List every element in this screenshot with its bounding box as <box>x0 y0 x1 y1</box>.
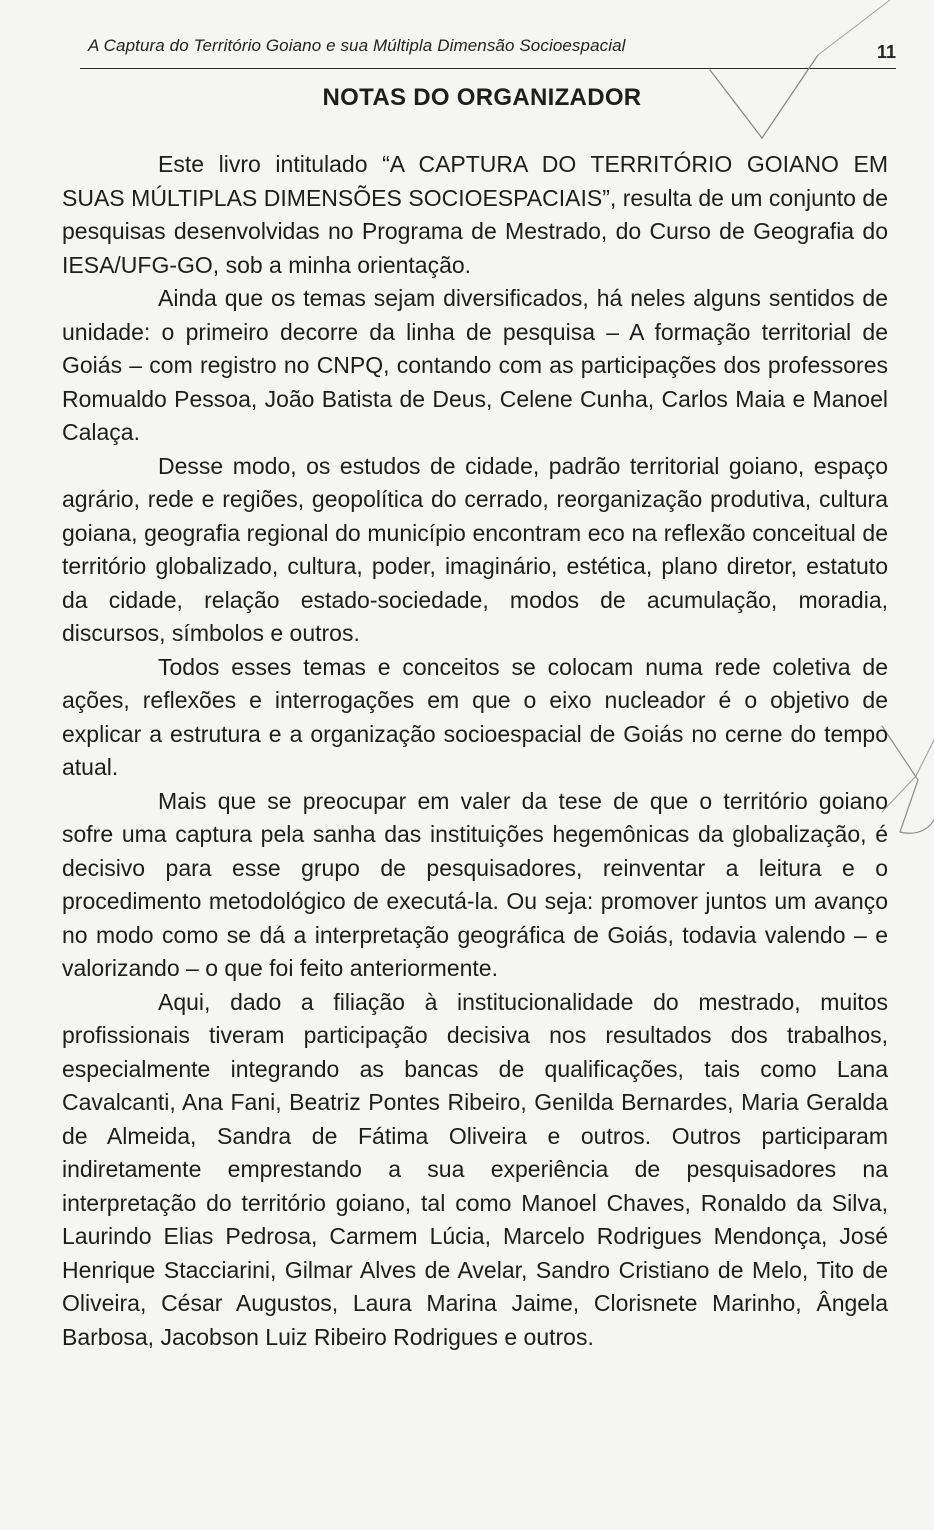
running-title: A Captura do Território Goiano e sua Múltipla Dimensão Socioespacial <box>88 36 626 55</box>
paragraph: Mais que se preocupar em valer da tese de que o território goiano sofre uma captura pela sanha das instituições hegemônicas da globalização, é decisivo para esse grupo de pesquisadores, reinventar a leitura e o procedimento metodológico de executá-la. Ou seja: promover juntos um avanço no modo como se dá a interpretação geográfica de Goiás, todavia valendo – e valorizando – o que foi feito anteriormente. <box>62 787 888 981</box>
body-text <box>62 148 888 1354</box>
pencil-check-mark <box>700 0 934 160</box>
running-header <box>80 36 896 69</box>
page-number: 11 <box>876 42 896 62</box>
section-title: NOTAS DO ORGANIZADOR <box>322 84 642 111</box>
paragraph: Aqui, dado a filiação à institucionalidade do mestrado, muitos profissionais tiveram participação decisiva nos resultados dos trabalhos, especialmente integrando as bancas de qualificações, tais como Lana Cavalcanti, Ana Fani, Beatriz Pontes Ribeiro, Genilda Bernardes, Maria Geralda de Almeida, Sandra de Fátima Oliveira e outros. Outros participaram indiretamente emprestando a sua experiência de pesquisadores na interpretação do território goiano, tal como Manoel Chaves, Ronaldo da Silva, Laurindo Elias Pedrosa, Carmem Lúcia, Marcelo Rodrigues Mendonça, José Henrique Stacciarini, Gilmar Alves de Avelar, Sandro Cristiano de Melo, Tito de Oliveira, César Augustos, Laura Marina Jaime, Clorisnete Marinho, Ângela Barbosa, Jacobson Luiz Ribeiro Rodrigues e outros. <box>62 988 888 1350</box>
paragraph: Ainda que os temas sejam diversificados, há neles alguns sentidos de unidade: o primeiro decorre da linha de pesquisa – A formação territorial de Goiás – com registro no CNPQ, contando com as participações dos professores Romualdo Pessoa, João Batista de Deus, Celene Cunha, Carlos Maia e Manoel Calaça. <box>62 285 888 445</box>
paragraph: Este livro intitulado “A CAPTURA DO TERRITÓRIO GOIANO EM SUAS MÚLTIPLAS DIMENSÕES SOCIOESPACIAIS”, resulta de um conjunto de pesquisas desenvolvidas no Programa de Mestrado, do Curso de Geografia do IESA/UFG-GO, sob a minha orientação. <box>62 151 888 278</box>
paragraph: Desse modo, os estudos de cidade, padrão territorial goiano, espaço agrário, rede e regiões, geopolítica do cerrado, reorganização produtiva, cultura goiana, geografia regional do município encontram eco na reflexão conceitual de território globalizado, cultura, poder, imaginário, estética, plano diretor, estatuto da cidade, relação estado-sociedade, modos de acumulação, moradia, discursos, símbolos e outros. <box>62 452 888 646</box>
paragraph: Todos esses temas e conceitos se colocam numa rede coletiva de ações, reflexões e interrogações em que o eixo nucleador é o objetivo de explicar a estrutura e a organização socioespacial de Goiás no cerne do tempo atual. <box>62 653 888 780</box>
